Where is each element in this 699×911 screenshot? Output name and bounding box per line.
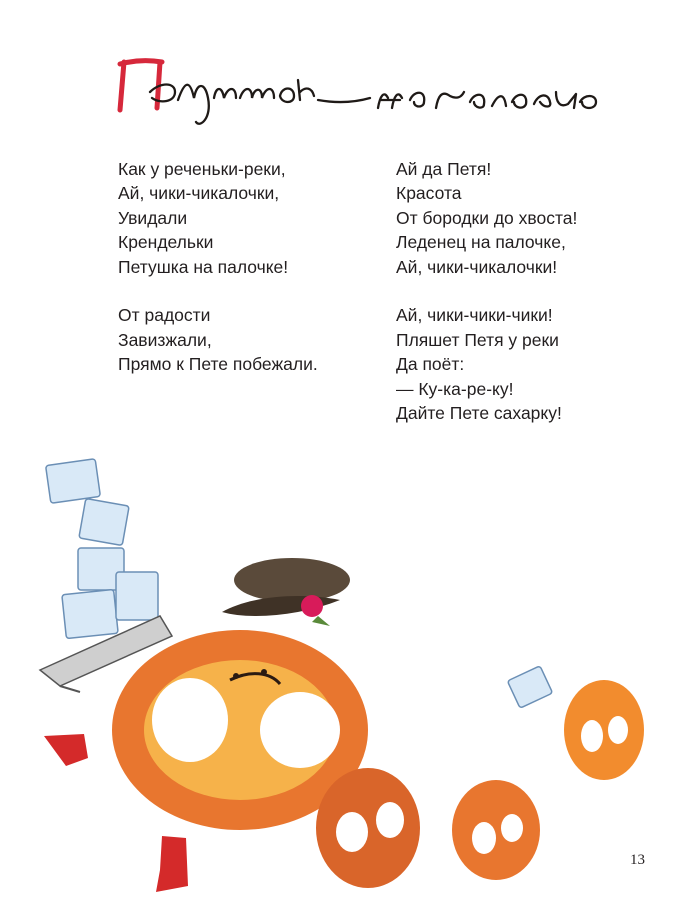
verse-column-left — [118, 157, 318, 401]
pretzel-illustration — [0, 440, 699, 906]
stanza — [118, 303, 318, 376]
verse-line: Крендельки — [118, 232, 214, 253]
verse-column-right — [396, 157, 577, 450]
verse-line: Прямо к Пете побежали. — [118, 354, 318, 375]
verse-line: Ай, чики-чикалочки! — [396, 256, 558, 277]
small-pretzel-3 — [564, 680, 644, 780]
verse-line: Леденец на палочке, — [396, 232, 566, 253]
verse-line: Завизжали, — [118, 329, 212, 350]
verse-line: Пляшет Петя у реки — [396, 329, 559, 350]
verse-line: От бородки до хвоста! — [396, 207, 578, 228]
verse-line: От радости — [118, 305, 211, 326]
stanza — [396, 157, 577, 279]
page-number: 13 — [630, 852, 645, 868]
cap — [222, 558, 350, 626]
handwritten-title — [0, 52, 699, 132]
verse-line: — Ку-ка-ре-ку! — [396, 378, 514, 399]
verse-line: Дайте Пете сахарку! — [396, 403, 562, 424]
small-pretzel-1 — [316, 768, 420, 888]
verse-line: Увидали — [118, 207, 188, 228]
verse-line: Как у реченьки-реки, — [118, 159, 286, 179]
page-title — [0, 52, 699, 132]
small-pretzel-2 — [452, 780, 540, 880]
stanza — [118, 157, 318, 279]
verse-line: Ай, чики-чикалочки, — [118, 183, 280, 204]
verse-line: Петушка на палочке! — [118, 256, 289, 277]
verse-line: Да поёт: — [396, 354, 465, 375]
illustration-drawing — [0, 440, 699, 906]
verse-line: Ай, чики-чики-чики! — [396, 305, 553, 326]
verse-line: Ай да Петя! — [396, 159, 492, 179]
verse-line: Красота — [396, 183, 462, 204]
stanza — [396, 303, 577, 425]
